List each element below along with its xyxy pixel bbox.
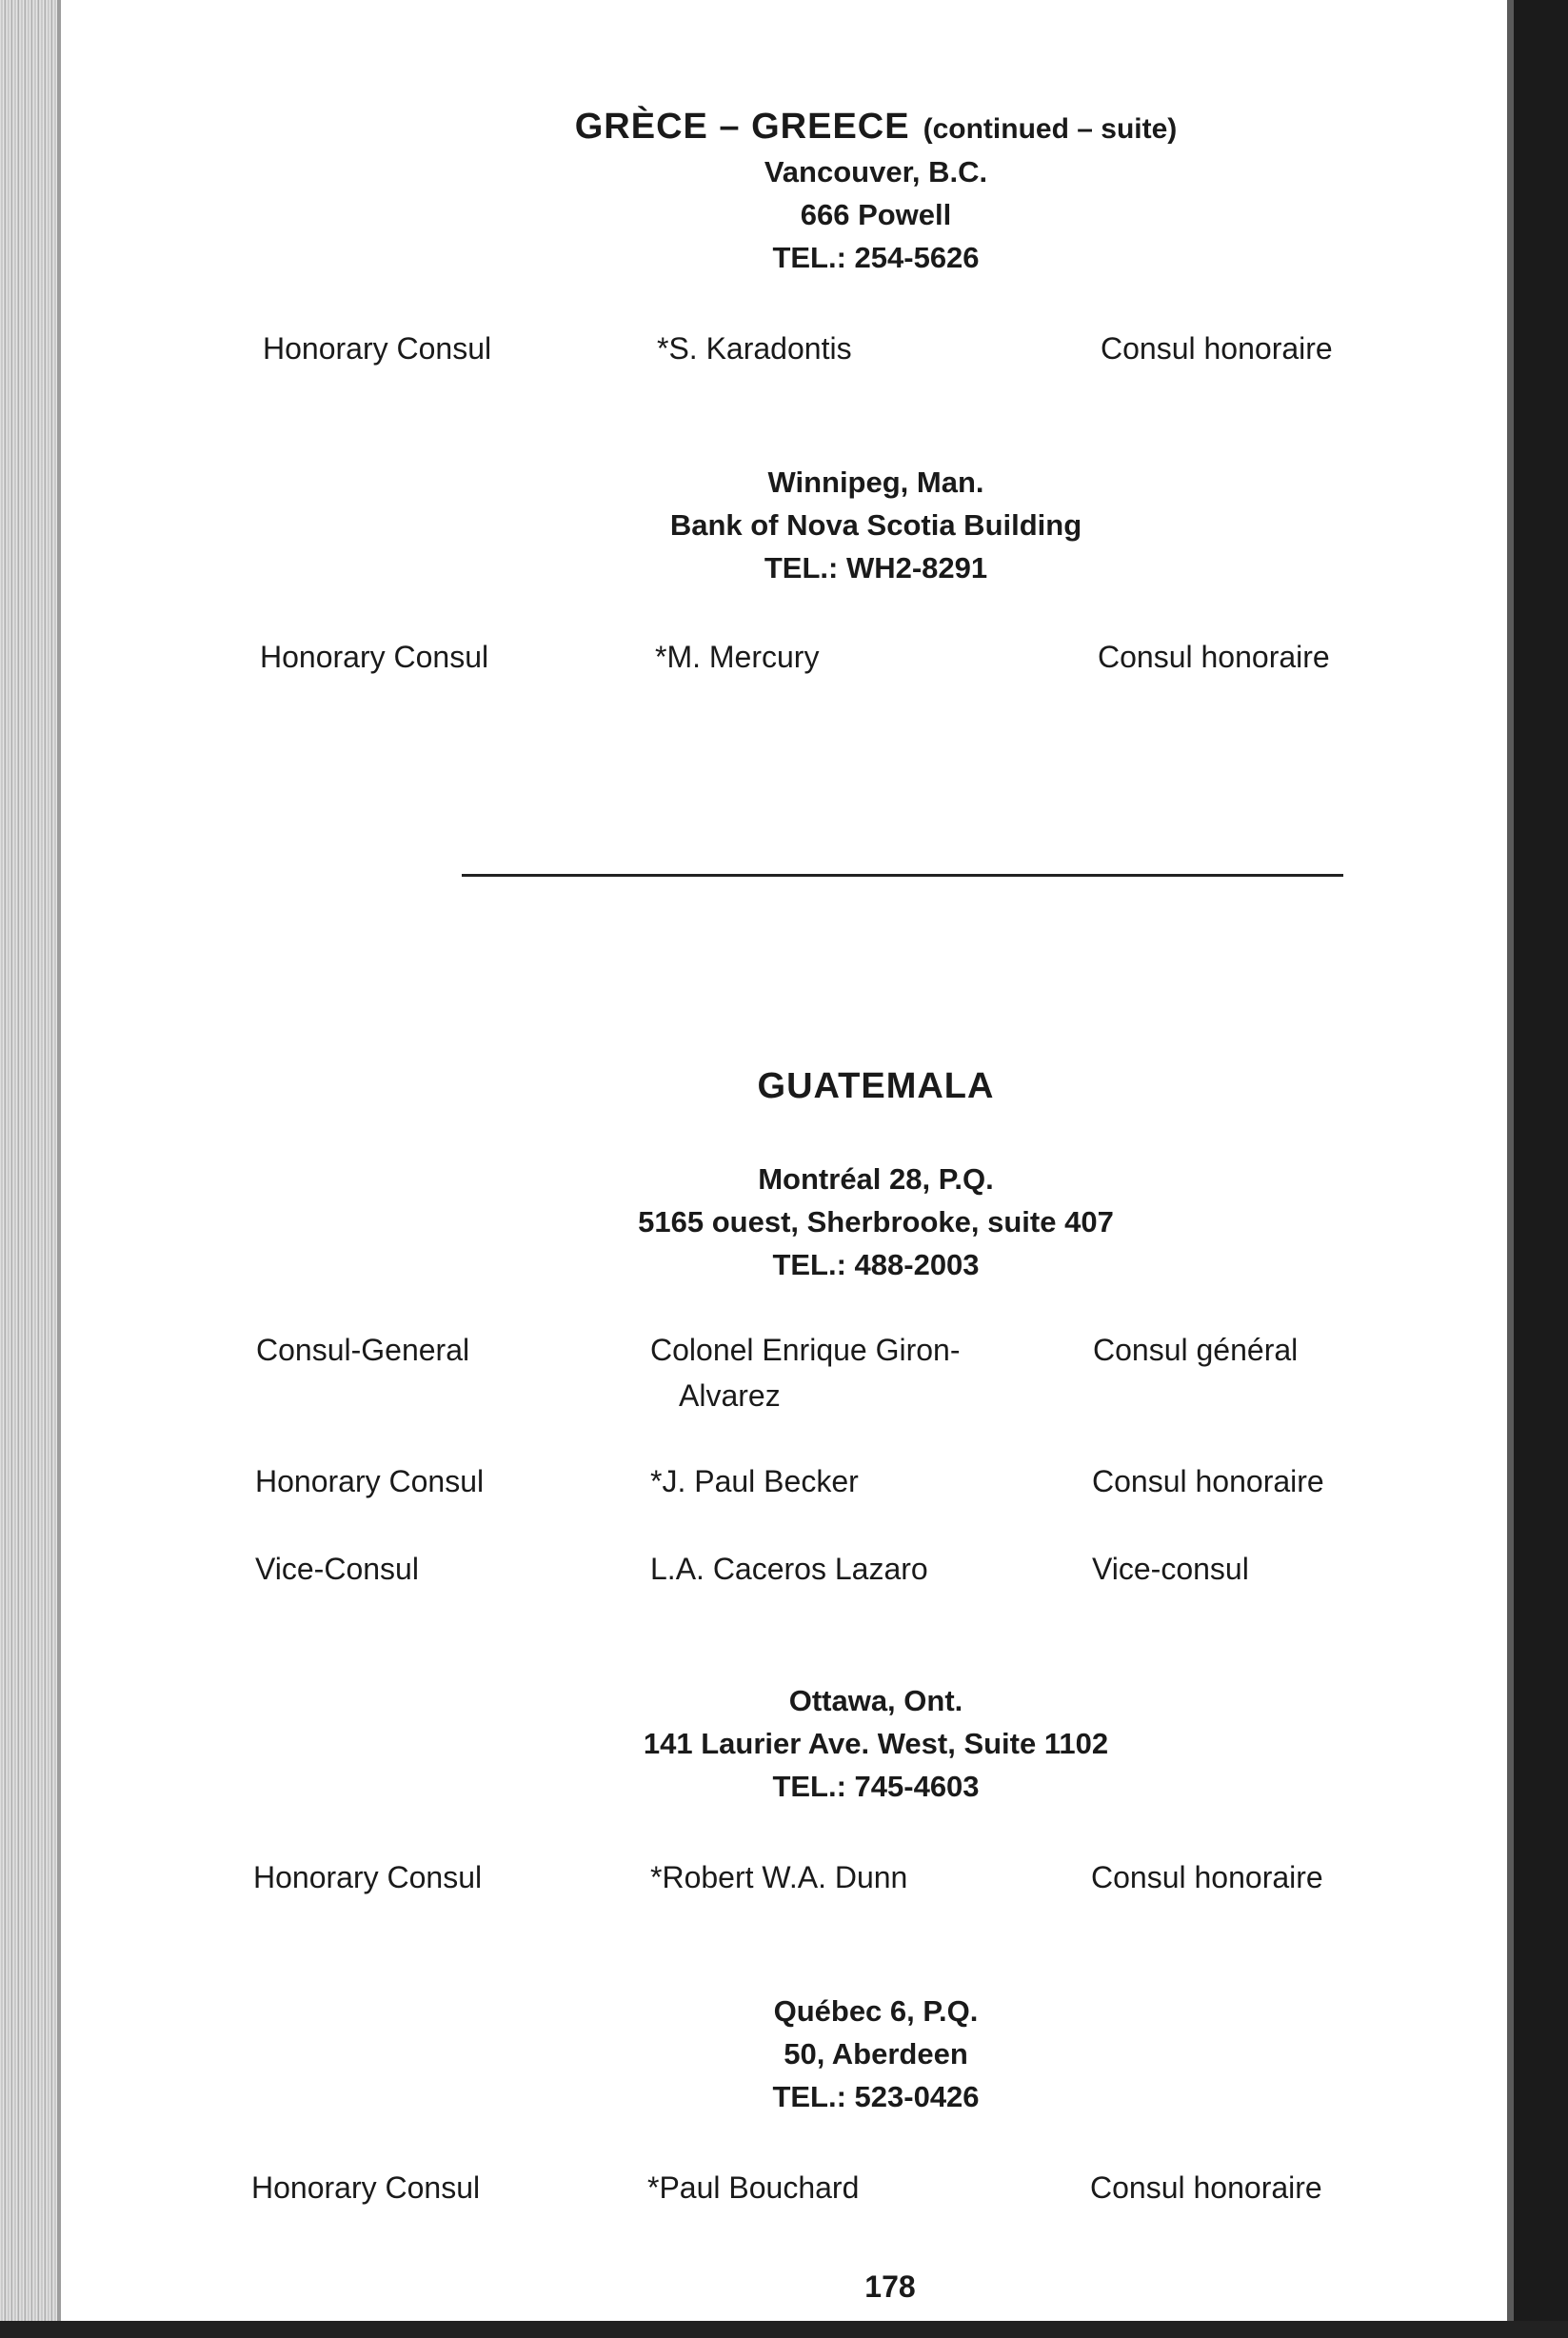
title-english: Consul-General [256,1333,470,1367]
title-french: Vice-consul [1092,1552,1249,1586]
location-tel: TEL.: WH2-8291 [764,551,988,584]
location-address: 5165 ouest, Sherbrooke, suite 407 [638,1205,1114,1238]
title-english: Honorary Consul [263,331,492,366]
location-block-ottawa [314,1679,1438,1808]
location-address: Bank of Nova Scotia Building [669,508,1082,542]
section-divider [462,874,1343,877]
binding-shadow-left [57,0,61,2338]
location-city: Vancouver, B.C. [764,155,988,188]
binding-edge-right [1514,0,1568,2338]
title-english: Honorary Consul [253,1860,483,1894]
location-tel: TEL.: 745-4603 [772,1770,980,1803]
section-heading-guatemala [314,1066,1438,1107]
location-tel: TEL.: 254-5626 [772,241,980,274]
person-name: *Paul Bouchard [647,2170,860,2205]
person-name: *M. Mercury [655,640,820,674]
location-city: Montréal 28, P.Q. [758,1162,994,1196]
location-address: 141 Laurier Ave. West, Suite 1102 [643,1727,1109,1760]
title-english: Honorary Consul [260,640,489,674]
section-heading-greece [314,107,1438,148]
title-french: Consul honoraire [1101,331,1333,366]
binding-edge-left [0,0,57,2338]
person-name: L.A. Caceros Lazaro [650,1552,928,1586]
person-name-continued: Alvarez [679,1378,781,1413]
title-french: Consul honoraire [1091,1860,1323,1894]
location-block-vancouver [314,150,1438,279]
scan-bottom-edge [0,2321,1568,2338]
person-name: *S. Karadontis [657,331,852,366]
location-tel: TEL.: 488-2003 [772,1248,980,1281]
heading-subtext: (continued – suite) [923,113,1178,145]
location-block-winnipeg [314,461,1438,589]
title-french: Consul honoraire [1090,2170,1322,2205]
person-name: *Robert W.A. Dunn [650,1860,908,1894]
location-block-quebec [314,1990,1438,2118]
location-address: 666 Powell [800,198,952,231]
heading-text: GUATEMALA [757,1066,995,1106]
heading-text: GRÈCE – GREECE [574,107,910,147]
page-edge-right [1507,0,1514,2338]
title-english: Honorary Consul [255,1464,485,1498]
title-french: Consul honoraire [1092,1464,1324,1498]
title-french: Consul honoraire [1098,640,1330,674]
location-city: Québec 6, P.Q. [773,1994,979,2028]
location-tel: TEL.: 523-0426 [772,2080,980,2113]
person-name: *J. Paul Becker [650,1464,859,1498]
title-english: Honorary Consul [251,2170,481,2205]
location-address: 50, Aberdeen [784,2037,968,2071]
location-block-montreal [314,1158,1438,1286]
title-french: Consul général [1093,1333,1299,1367]
location-city: Ottawa, Ont. [788,1684,963,1717]
page-number: 178 [864,2269,916,2304]
title-english: Vice-Consul [255,1552,419,1586]
person-name: Colonel Enrique Giron- [650,1333,961,1367]
location-city: Winnipeg, Man. [767,466,984,499]
